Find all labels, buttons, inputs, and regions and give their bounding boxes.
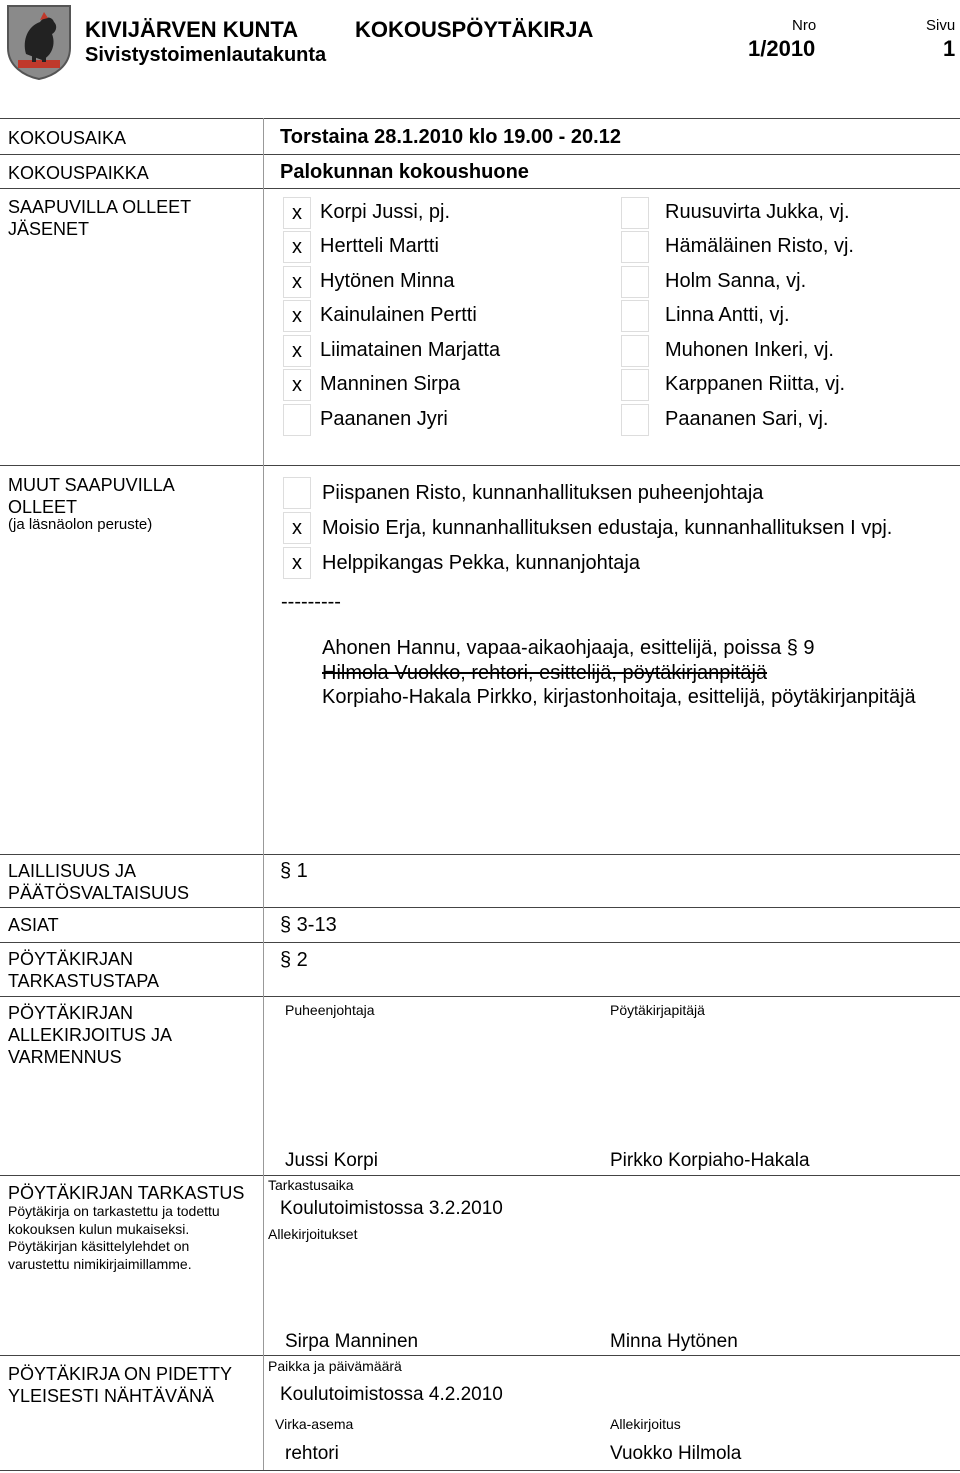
public-label: PÖYTÄKIRJA ON PIDETTY YLEISESTI NÄHTÄVÄNÄ [8,1364,232,1406]
signing-label: PÖYTÄKIRJAN ALLEKIRJOITUS JA VARMENNUS [8,1003,172,1067]
attendance-mark: x [283,266,311,298]
signature-value: Vuokko Hilmola [610,1443,742,1464]
review-signatures-label: Allekirjoitukset [268,1226,358,1242]
review-label: PÖYTÄKIRJAN TARKASTUS [8,1183,245,1203]
member-name: Hertteli Martti [320,235,439,257]
member-name: Kainulainen Pertti [320,304,477,326]
reviewer-1-name: Sirpa Manninen [285,1331,419,1352]
secretary-label: Pöytäkirjapitäjä [610,1002,705,1018]
others-sublabel: (ja läsnäolon peruste) [8,516,153,533]
deputy-name: Karppanen Riitta, vj. [665,373,846,395]
review-method-label: PÖYTÄKIRJAN TARKASTUSTAPA [8,949,160,991]
other-attendee: Helppikangas Pekka, kunnanjohtaja [322,552,640,574]
deputy-name: Holm Sanna, vj. [665,270,807,292]
official-entry: Ahonen Hannu, vapaa-aikaohjaaja, esittelijä, poissa § 9 [322,637,815,659]
review-method-value: § 2 [280,949,308,971]
municipality-name: KIVIJÄRVEN KUNTA [85,17,299,42]
deputy-name: Linna Antti, vj. [665,304,790,326]
member-name: Manninen Sirpa [320,373,461,395]
meeting-time-label: KOKOUSAIKA [8,128,127,148]
meeting-time-value: Torstaina 28.1.2010 klo 19.00 - 20.12 [280,126,621,148]
matters-value: § 3-13 [280,914,337,936]
attendance-mark [283,477,311,509]
document-type: KOKOUSPÖYTÄKIRJA [355,17,594,42]
attendance-mark: x [283,300,311,332]
legality-label: LAILLISUUS JA PÄÄTÖSVALTAISUUS [8,861,190,903]
position-label: Virka-asema [275,1416,354,1432]
review-time-label: Tarkastusaika [268,1177,354,1193]
member-name: Liimatainen Marjatta [320,339,501,361]
official-entry: Korpiaho-Hakala Pirkko, kirjastonhoitaja, esittelijä, pöytäkirjanpitäjä [322,686,916,708]
page-number: 1 [943,36,956,61]
deputy-mark [621,369,649,401]
official-entry-struck: Hilmola Vuokko, rehtori, esittelijä, pöytäkirjanpitäjä [322,662,768,684]
attendance-mark: x [283,547,311,579]
deputy-mark [621,335,649,367]
municipality-logo [4,4,74,80]
legality-value: § 1 [280,860,308,882]
members-label: SAAPUVILLA OLLEET JÄSENET [8,197,191,239]
secretary-signature-name: Pirkko Korpiaho-Hakala [610,1150,810,1171]
attendance-mark: x [283,335,311,367]
public-place-label: Paikka ja päivämäärä [268,1358,402,1374]
member-name: Korpi Jussi, pj. [320,201,451,223]
deputy-mark [621,404,649,436]
public-place-value: Koulutoimistossa 4.2.2010 [280,1384,503,1405]
member-name: Paananen Jyri [320,408,448,430]
nro-value: 1/2010 [748,36,816,61]
deputy-mark [621,197,649,229]
position-value: rehtori [285,1443,339,1464]
meeting-place-label: KOKOUSPAIKKA [8,163,149,183]
deputy-mark [621,300,649,332]
nro-label: Nro [792,17,817,34]
chair-label: Puheenjohtaja [285,1002,375,1018]
attendance-mark: x [283,512,311,544]
deputy-mark [621,231,649,263]
chair-signature-name: Jussi Korpi [285,1150,378,1171]
review-description: Pöytäkirja on tarkastettu ja todettu kokouksen kulun mukaiseksi. Pöytäkirjan käsittelylehdet on varustettu nimikirjaimillamme. [8,1203,220,1272]
reviewer-2-name: Minna Hytönen [610,1331,738,1352]
deputy-name: Hämäläinen Risto, vj. [665,235,854,257]
other-attendee: Piispanen Risto, kunnanhallituksen puheenjohtaja [322,482,764,504]
deputy-name: Paananen Sari, vj. [665,408,829,430]
meeting-place-value: Palokunnan kokoushuone [280,161,529,183]
others-label: MUUT SAAPUVILLA OLLEET [8,475,174,517]
member-name: Hytönen Minna [320,270,455,292]
signature-label: Allekirjoitus [610,1416,681,1432]
deputy-name: Muhonen Inkeri, vj. [665,339,834,361]
attendance-mark: x [283,231,311,263]
page-label: Sivu [926,17,956,34]
board-name: Sivistystoimenlautakunta [85,44,327,66]
review-time-value: Koulutoimistossa 3.2.2010 [280,1198,503,1219]
other-attendee: Moisio Erja, kunnanhallituksen edustaja, kunnanhallituksen I vpj. [322,517,893,539]
attendance-mark: x [283,197,311,229]
matters-label: ASIAT [8,915,59,935]
deputy-mark [621,266,649,298]
attendance-mark [283,404,311,436]
deputy-name: Ruusuvirta Jukka, vj. [665,201,850,223]
separator: --------- [281,591,341,613]
attendance-mark: x [283,369,311,401]
